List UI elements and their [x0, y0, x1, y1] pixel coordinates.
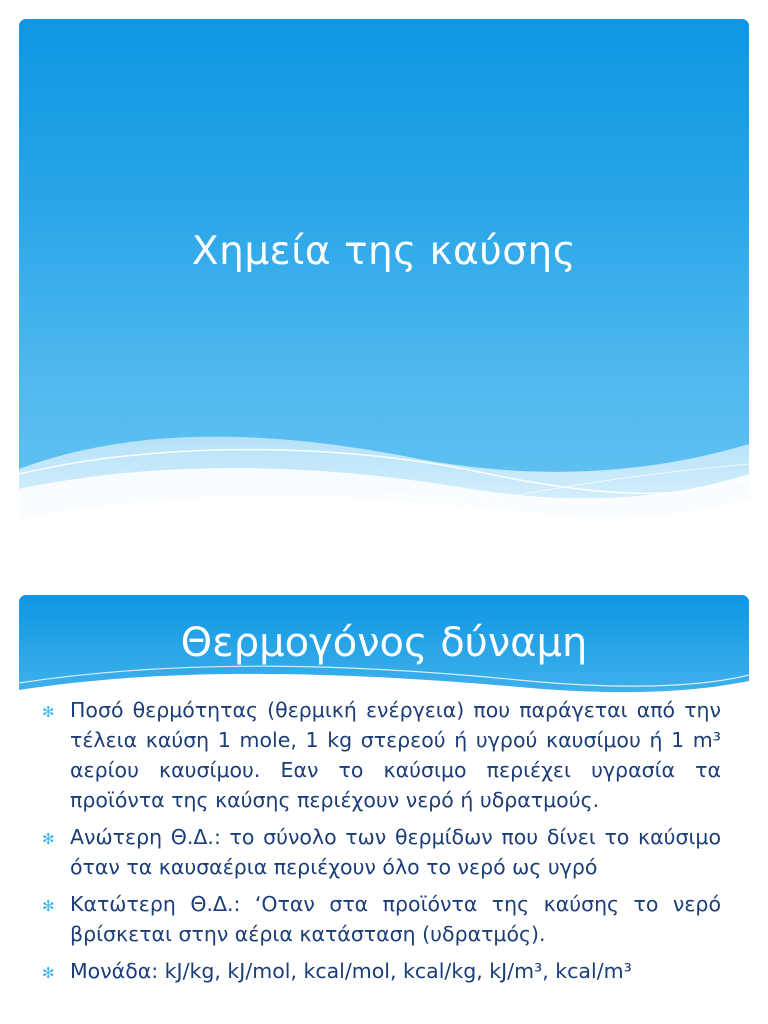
asterisk-bullet-icon: ✻: [42, 830, 55, 848]
slide-heading: Θερμογόνος δύναμη: [180, 620, 588, 666]
list-item: [39, 956, 721, 986]
bullet-list: [39, 695, 721, 993]
list-item: [39, 822, 721, 882]
content-slide: [19, 595, 749, 1024]
list-item: [39, 695, 721, 815]
bullet-text: Κατώτερη Θ.Δ.: ‘Οταν στα προϊόντα της καύσης το νερό βρίσκεται στην αέρια κατάσταση (υδρατμός).: [70, 892, 721, 946]
title-slide: [19, 19, 749, 564]
list-item: [39, 889, 721, 949]
asterisk-bullet-icon: ✻: [42, 897, 55, 915]
asterisk-bullet-icon: ✻: [42, 964, 55, 982]
bullet-text: Μονάδα: kJ/kg, kJ/mol, kcal/mol, kcal/kg, kJ/m³, kcal/m³: [70, 959, 632, 983]
slide-title: Χημεία της καύσης: [191, 229, 577, 274]
bullet-text: Ανώτερη Θ.Δ.: το σύνολο των θερμίδων που δίνει το καύσιμο όταν τα καυσαέρια περιέχουν όλο το νερό ως υγρό: [70, 825, 721, 879]
wave-decoration: [19, 19, 749, 564]
bullet-text: Ποσό θερμότητας (θερμική ενέργεια) που παράγεται από την τέλεια καύση 1 mole, 1 kg στερεού ή υγρού καυσίμου ή 1 m³ αερίου καυσίμου. Εαν το καύσιμο περιέχει υγρασία τα προϊόντα της καύσης περιέχουν νερό ή υδρατμούς.: [70, 698, 721, 812]
asterisk-bullet-icon: ✻: [42, 703, 55, 721]
